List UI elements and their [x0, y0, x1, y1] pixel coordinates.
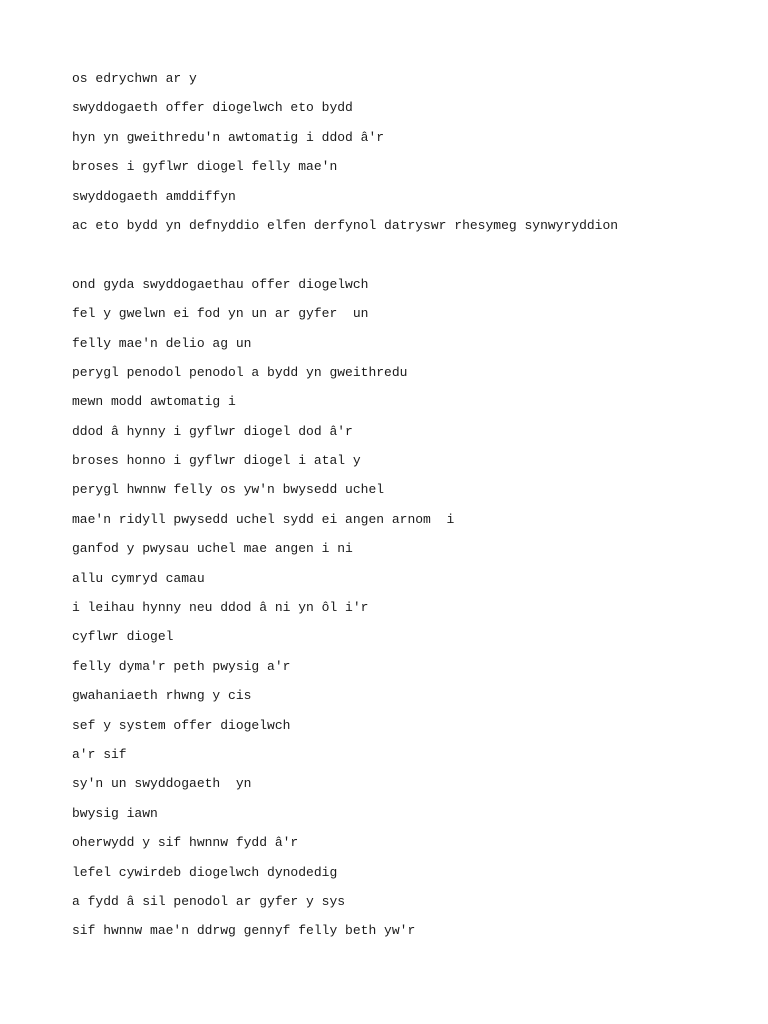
text-line: gwahaniaeth rhwng y cis	[72, 688, 252, 704]
text-line: broses i gyflwr diogel felly mae'n	[72, 159, 338, 175]
text-line: ac eto bydd yn defnyddio elfen derfynol datryswr rhesymeg synwyryddion	[72, 217, 619, 233]
text-line: felly mae'n delio ag un	[72, 335, 252, 351]
text-line: lefel cywirdeb diogelwch dynodedig	[72, 864, 338, 880]
text-line: allu cymryd camau	[72, 570, 205, 586]
text-line: a fydd â sil penodol ar gyfer y sys	[72, 893, 346, 909]
text-line: mae'n ridyll pwysedd uchel sydd ei angen arnom i	[72, 511, 455, 527]
text-line: hyn yn gweithredu'n awtomatig i ddod â'r	[72, 129, 385, 145]
text-line: ganfod y pwysau uchel mae angen i ni	[72, 541, 353, 557]
text-line: mewn modd awtomatig i	[72, 394, 236, 410]
text-line: ddod â hynny i gyflwr diogel dod â'r	[72, 423, 353, 439]
text-line: perygl hwnnw felly os yw'n bwysedd uchel	[72, 482, 385, 498]
text-line: i leihau hynny neu ddod â ni yn ôl i'r	[72, 600, 369, 616]
text-line: swyddogaeth offer diogelwch eto bydd	[72, 100, 353, 116]
text-line: felly dyma'r peth pwysig a'r	[72, 658, 291, 674]
text-line: ond gyda swyddogaethau offer diogelwch	[72, 276, 369, 292]
text-line: sy'n un swyddogaeth yn	[72, 776, 252, 792]
text-line: cyflwr diogel	[72, 629, 174, 645]
text-line: a'r sif	[72, 746, 127, 762]
text-line: sif hwnnw mae'n ddrwg gennyf felly beth yw'r	[72, 923, 416, 939]
blank-line	[72, 246, 752, 275]
text-line: oherwydd y sif hwnnw fydd â'r	[72, 835, 299, 851]
text-line: sef y system offer diogelwch	[72, 717, 291, 733]
text-line: os edrychwn ar y	[72, 71, 197, 86]
text-line: broses honno i gyflwr diogel i atal y	[72, 453, 361, 469]
text-line: bwysig iawn	[72, 805, 158, 821]
text-line: swyddogaeth amddiffyn	[72, 188, 236, 204]
text-line: perygl penodol penodol a bydd yn gweithredu	[72, 364, 408, 380]
text-line: fel y gwelwn ei fod yn un ar gyfer un	[72, 306, 369, 322]
transcript-text	[72, 70, 752, 952]
